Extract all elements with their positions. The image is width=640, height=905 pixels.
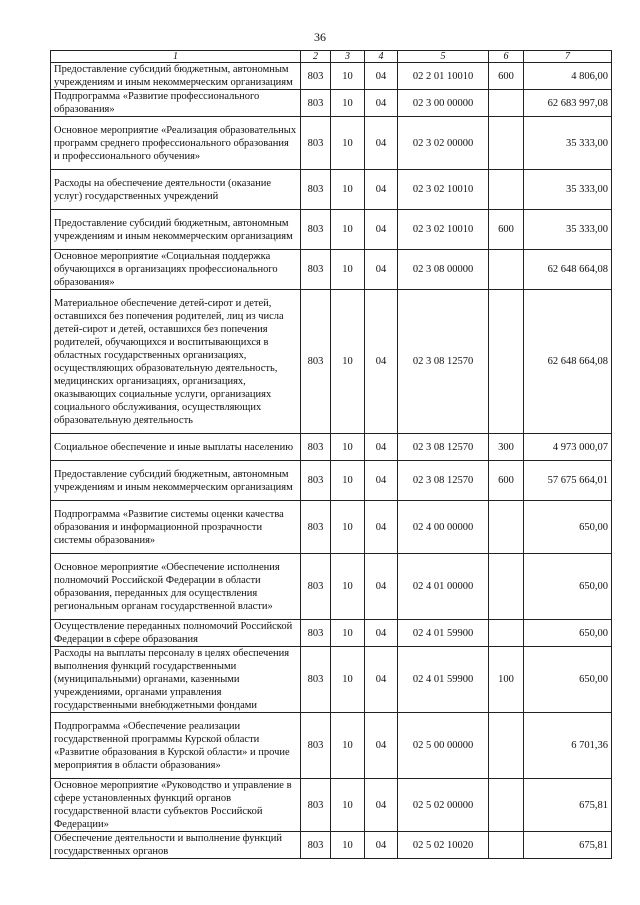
row-target-article-cell: 02 3 02 10010 [398,170,489,210]
row-amount-cell: 35 333,00 [524,170,612,210]
row-name-cell: Основное мероприятие «Руководство и управление в сфере установленных функций органов государственной власти субъектов Российской Федерации» [51,779,301,832]
row-amount-cell: 35 333,00 [524,210,612,250]
row-expense-type-cell [489,250,524,290]
row-name-cell: Основное мероприятие «Реализация образовательных программ среднего профессионального образования и профессионального обучения» [51,117,301,170]
row-section-cell: 10 [331,461,365,501]
row-subsection-cell: 04 [365,434,398,461]
row-name-cell: Предоставление субсидий бюджетным, автономным учреждениям и иным некоммерческим организациям [51,210,301,250]
row-expense-type-cell: 600 [489,63,524,90]
row-name-cell: Социальное обеспечение и иные выплаты населению [51,434,301,461]
row-subsection-cell: 04 [365,210,398,250]
table-row [51,554,612,620]
row-subsection-cell: 04 [365,461,398,501]
row-expense-type-cell [489,90,524,117]
row-name-cell: Материальное обеспечение детей-сирот и детей, оставшихся без попечения родителей, лиц из числа детей-сирот и детей, оставшихся без попечения родителей, обучающихся и воспитывающихся в областных государственных организациях, осуществляющих образовательную деятельность, медицинских организациях, организациях, оказывающих социальные услуги, организациях социального обслуживания, осуществляющих образовательную деятельность [51,290,301,434]
row-expense-type-cell [489,832,524,859]
row-name-cell: Основное мероприятие «Социальная поддержка обучающихся в организациях профессионального образования» [51,250,301,290]
row-target-article-cell: 02 3 00 00000 [398,90,489,117]
row-target-article-cell: 02 5 00 00000 [398,713,489,779]
row-amount-cell: 62 648 664,08 [524,290,612,434]
row-expense-type-cell [489,713,524,779]
column-header: 6 [489,51,524,63]
row-subsection-cell: 04 [365,117,398,170]
row-target-article-cell: 02 4 01 00000 [398,554,489,620]
row-name-cell: Обеспечение деятельности и выполнение функций государственных органов [51,832,301,859]
row-grbs-cell: 803 [301,210,331,250]
table-row [51,779,612,832]
row-target-article-cell: 02 3 08 12570 [398,461,489,501]
table-row [51,647,612,713]
row-amount-cell: 650,00 [524,620,612,647]
row-expense-type-cell [489,554,524,620]
row-name-cell: Расходы на выплаты персоналу в целях обеспечения выполнения функций государственными (муниципальными) органами, казенными учреждениями, органами управления государственными внебюджетными фондами [51,647,301,713]
row-grbs-cell: 803 [301,713,331,779]
row-name-cell: Подпрограмма «Развитие профессионального образования» [51,90,301,117]
row-target-article-cell: 02 3 02 00000 [398,117,489,170]
row-section-cell: 10 [331,779,365,832]
row-subsection-cell: 04 [365,250,398,290]
row-grbs-cell: 803 [301,501,331,554]
table-row [51,461,612,501]
row-expense-type-cell: 600 [489,461,524,501]
row-subsection-cell: 04 [365,620,398,647]
row-grbs-cell: 803 [301,90,331,117]
row-section-cell: 10 [331,832,365,859]
row-amount-cell: 62 648 664,08 [524,250,612,290]
row-grbs-cell: 803 [301,647,331,713]
column-header: 5 [398,51,489,63]
row-expense-type-cell: 600 [489,210,524,250]
row-amount-cell: 675,81 [524,832,612,859]
column-header: 1 [51,51,301,63]
row-name-cell: Основное мероприятие «Обеспечение исполнения полномочий Российской Федерации в области образования, переданных для осуществления региональным органам государственной власти» [51,554,301,620]
row-name-cell: Расходы на обеспечение деятельности (оказание услуг) государственных учреждений [51,170,301,210]
row-expense-type-cell [489,170,524,210]
row-target-article-cell: 02 4 01 59900 [398,647,489,713]
row-amount-cell: 675,81 [524,779,612,832]
row-amount-cell: 650,00 [524,501,612,554]
row-subsection-cell: 04 [365,554,398,620]
row-name-cell: Подпрограмма «Развитие системы оценки качества образования и информационной прозрачности системы образования» [51,501,301,554]
table-row [51,117,612,170]
row-target-article-cell: 02 5 02 10020 [398,832,489,859]
row-amount-cell: 4 973 000,07 [524,434,612,461]
row-subsection-cell: 04 [365,832,398,859]
table-row [51,250,612,290]
row-grbs-cell: 803 [301,461,331,501]
row-grbs-cell: 803 [301,117,331,170]
row-grbs-cell: 803 [301,250,331,290]
row-section-cell: 10 [331,620,365,647]
row-section-cell: 10 [331,554,365,620]
row-section-cell: 10 [331,290,365,434]
row-grbs-cell: 803 [301,620,331,647]
row-section-cell: 10 [331,210,365,250]
row-grbs-cell: 803 [301,170,331,210]
row-amount-cell: 650,00 [524,647,612,713]
table-row [51,713,612,779]
row-section-cell: 10 [331,170,365,210]
row-grbs-cell: 803 [301,554,331,620]
column-header: 2 [301,51,331,63]
column-header: 7 [524,51,612,63]
row-expense-type-cell [489,290,524,434]
row-amount-cell: 62 683 997,08 [524,90,612,117]
table-row [51,210,612,250]
row-grbs-cell: 803 [301,63,331,90]
row-target-article-cell: 02 4 01 59900 [398,620,489,647]
row-name-cell: Предоставление субсидий бюджетным, автономным учреждениям и иным некоммерческим организациям [51,63,301,90]
row-amount-cell: 650,00 [524,554,612,620]
row-subsection-cell: 04 [365,170,398,210]
row-grbs-cell: 803 [301,434,331,461]
row-expense-type-cell [489,501,524,554]
column-header: 3 [331,51,365,63]
row-subsection-cell: 04 [365,501,398,554]
row-amount-cell: 57 675 664,01 [524,461,612,501]
row-target-article-cell: 02 5 02 00000 [398,779,489,832]
row-subsection-cell: 04 [365,90,398,117]
row-amount-cell: 4 806,00 [524,63,612,90]
row-section-cell: 10 [331,117,365,170]
table-row [51,620,612,647]
row-name-cell: Подпрограмма «Обеспечение реализации государственной программы Курской области «Развитие образования в Курской области» и прочие мероприятия в области образования» [51,713,301,779]
row-expense-type-cell [489,620,524,647]
row-subsection-cell: 04 [365,779,398,832]
budget-table [50,50,612,859]
row-section-cell: 10 [331,250,365,290]
row-target-article-cell: 02 3 02 10010 [398,210,489,250]
table-row [51,501,612,554]
row-expense-type-cell: 100 [489,647,524,713]
row-expense-type-cell [489,117,524,170]
row-subsection-cell: 04 [365,647,398,713]
row-grbs-cell: 803 [301,832,331,859]
row-grbs-cell: 803 [301,290,331,434]
row-target-article-cell: 02 4 00 00000 [398,501,489,554]
row-expense-type-cell [489,779,524,832]
row-target-article-cell: 02 3 08 12570 [398,290,489,434]
row-section-cell: 10 [331,501,365,554]
row-section-cell: 10 [331,713,365,779]
row-section-cell: 10 [331,90,365,117]
row-section-cell: 10 [331,647,365,713]
row-target-article-cell: 02 3 08 00000 [398,250,489,290]
table-row [51,832,612,859]
row-amount-cell: 35 333,00 [524,117,612,170]
page-number: 36 [314,30,326,44]
row-expense-type-cell: 300 [489,434,524,461]
row-subsection-cell: 04 [365,713,398,779]
column-header: 4 [365,51,398,63]
table-row [51,63,612,90]
row-target-article-cell: 02 3 08 12570 [398,434,489,461]
row-name-cell: Осуществление переданных полномочий Российской Федерации в сфере образования [51,620,301,647]
table-row [51,290,612,434]
row-grbs-cell: 803 [301,779,331,832]
table-row [51,434,612,461]
row-subsection-cell: 04 [365,290,398,434]
row-subsection-cell: 04 [365,63,398,90]
row-name-cell: Предоставление субсидий бюджетным, автономным учреждениям и иным некоммерческим организациям [51,461,301,501]
table-row [51,170,612,210]
column-number-row [51,51,612,63]
row-section-cell: 10 [331,434,365,461]
row-target-article-cell: 02 2 01 10010 [398,63,489,90]
table-row [51,90,612,117]
row-amount-cell: 6 701,36 [524,713,612,779]
row-section-cell: 10 [331,63,365,90]
